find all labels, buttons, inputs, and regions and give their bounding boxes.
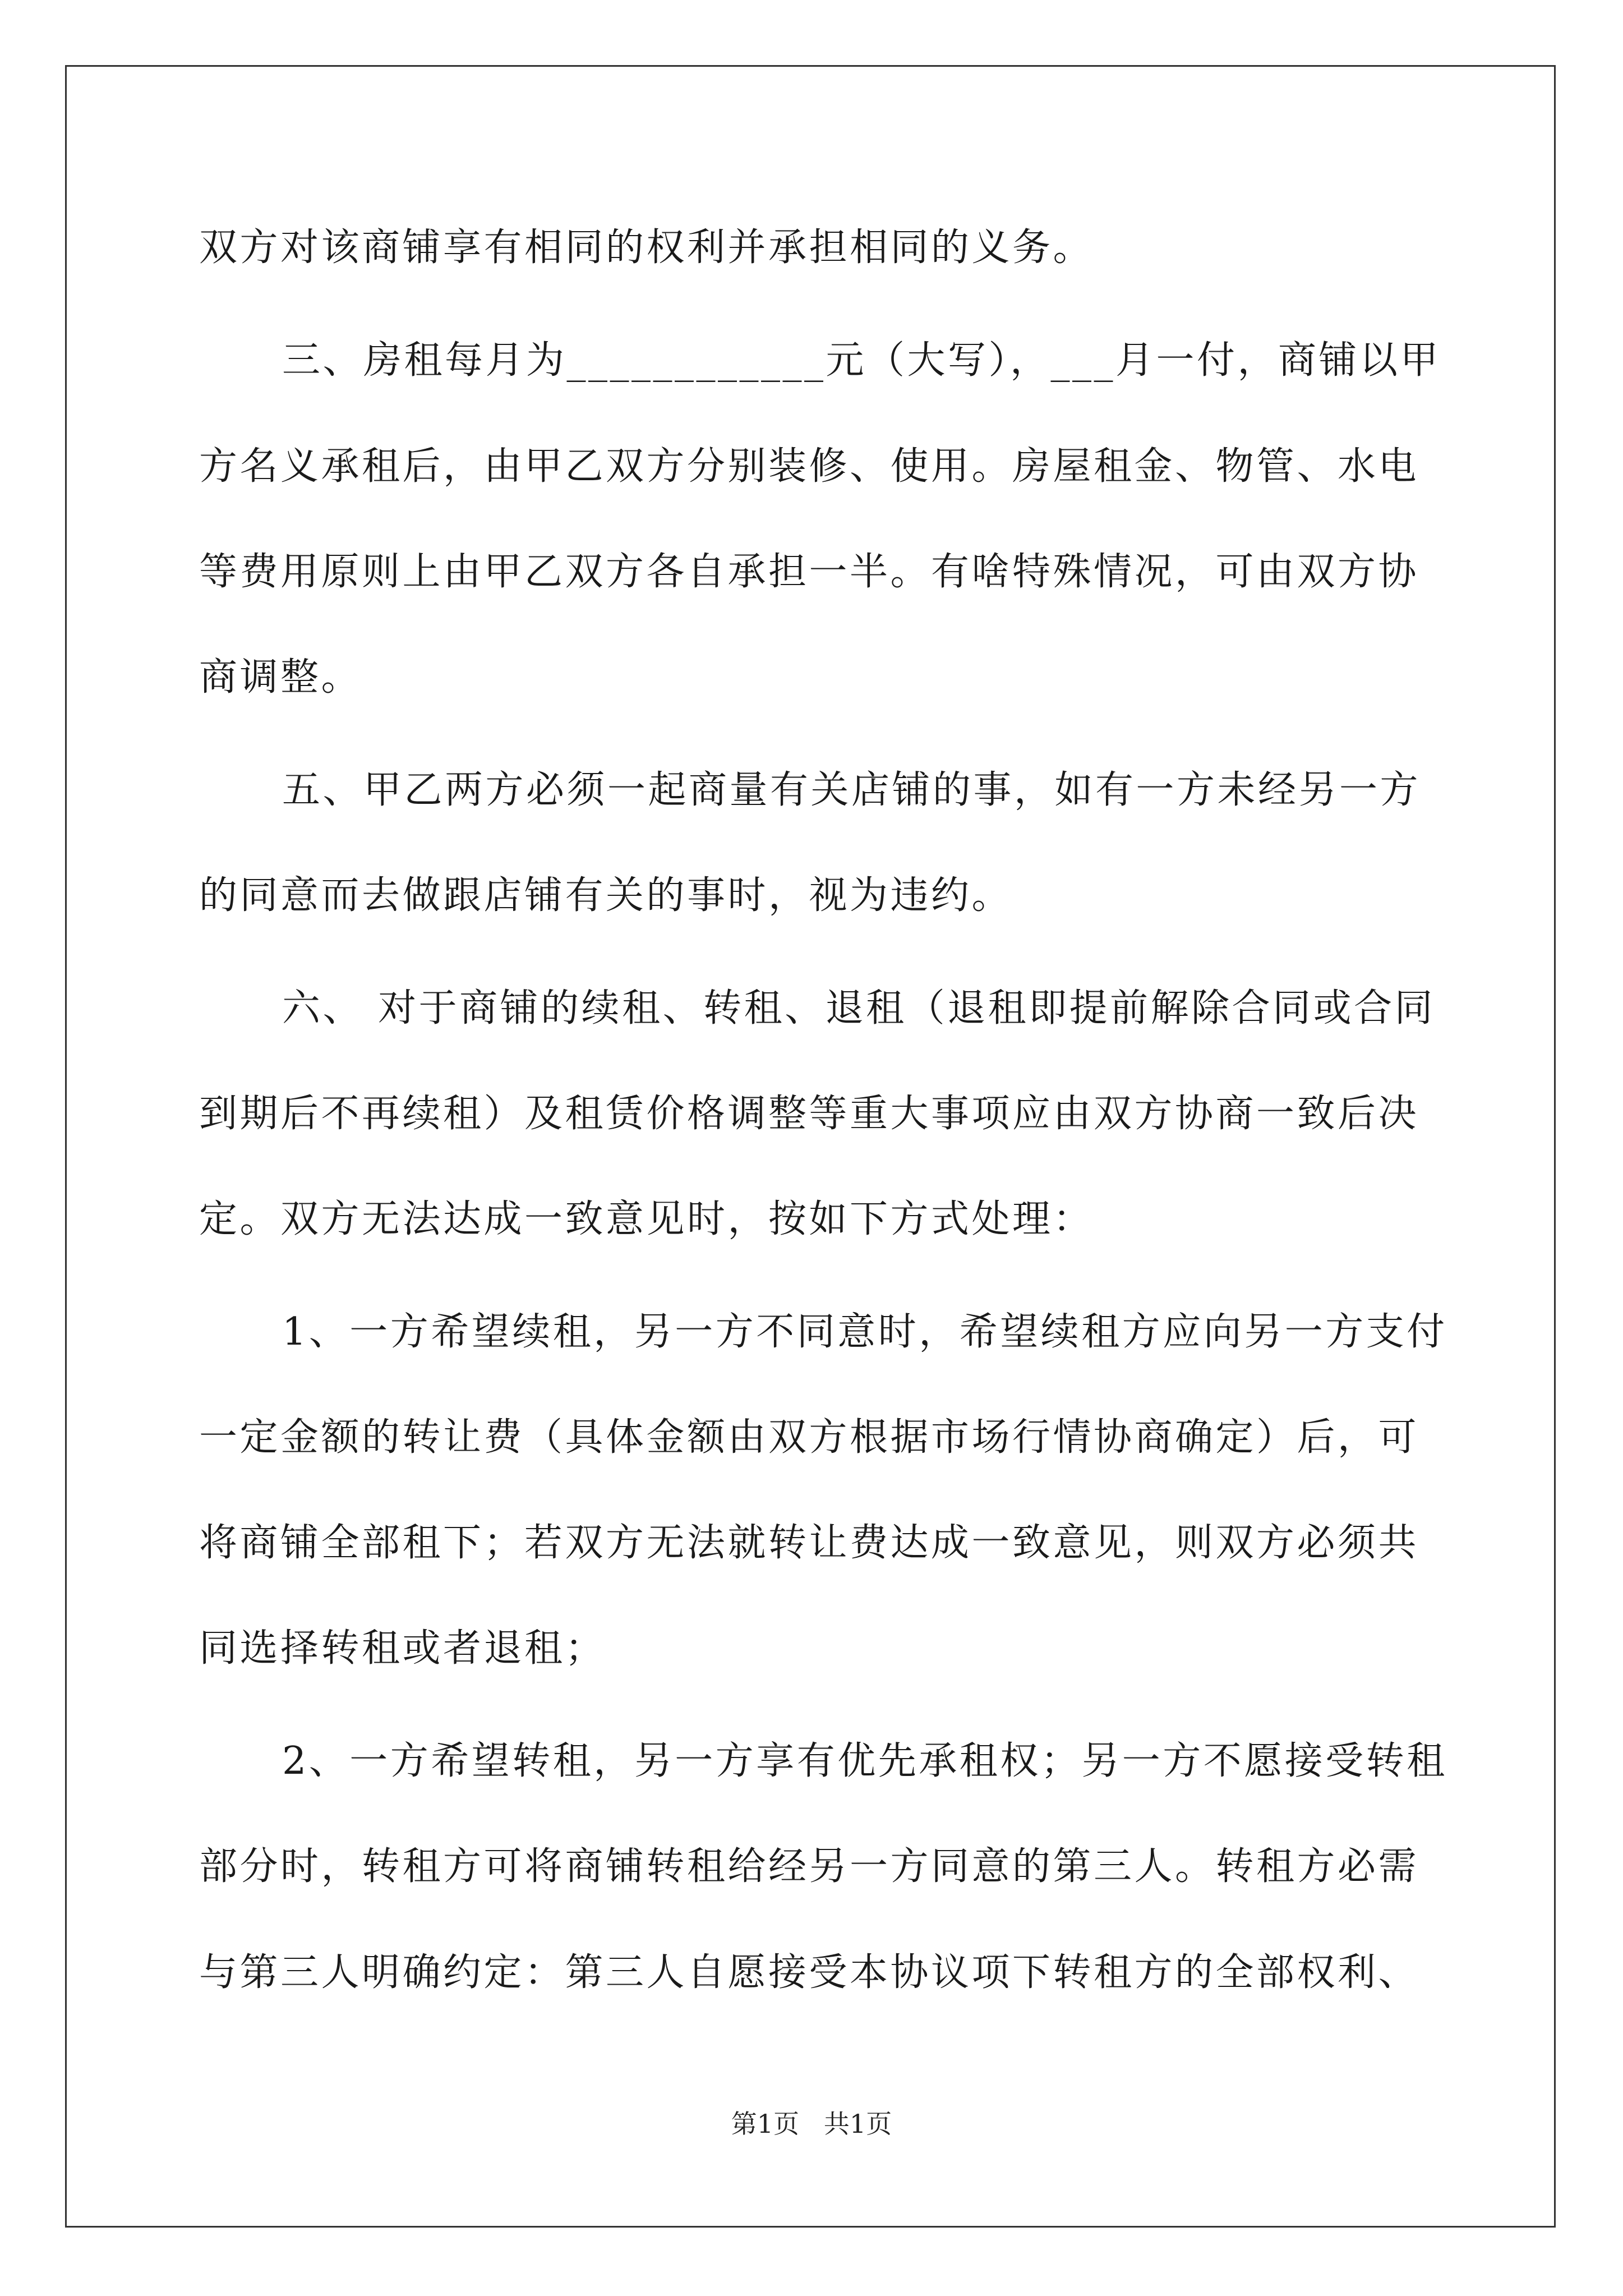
text-line-15: 2、一方希望转租，另一方享有优先承租权；另一方不愿接受转租 — [282, 1739, 1447, 1783]
text-line-5: 商调整。 — [199, 655, 362, 700]
text-line-9: 到期后不再续租）及租赁价格调整等重大事项应由双方协商一致后决 — [199, 1092, 1419, 1136]
text-line-13: 将商铺全部租下；若双方无法就转让费达成一致意见，则双方必须共 — [199, 1521, 1419, 1565]
page-number-footer: 第1页 共1页 — [731, 2109, 892, 2139]
text-line-10: 定。双方无法达成一致意见时，按如下方式处理： — [199, 1197, 1094, 1241]
text-line-2: 三、房租每月为____________元（大写），___月一付，商铺以甲 — [282, 338, 1441, 383]
text-line-6: 五、甲乙两方必须一起商量有关店铺的事，如有一方未经另一方 — [282, 768, 1421, 812]
text-line-8: 六、 对于商铺的续租、转租、退租（退租即提前解除合同或合同 — [282, 986, 1436, 1030]
text-line-11: 1、一方希望续租，另一方不同意时，希望续租方应向另一方支付 — [282, 1310, 1447, 1354]
text-line-16: 部分时，转租方可将商铺转租给经另一方同意的第三人。转租方必需 — [199, 1844, 1419, 1889]
text-line-4: 等费用原则上由甲乙双方各自承担一半。有啥特殊情况，可由双方协 — [199, 550, 1419, 594]
text-line-7: 的同意而去做跟店铺有关的事时，视为违约。 — [199, 873, 1013, 918]
page-border — [65, 65, 1556, 2228]
text-line-1: 双方对该商铺享有相同的权利并承担相同的义务。 — [199, 226, 1094, 270]
text-line-12: 一定金额的转让费（具体金额由双方根据市场行情协商确定）后，可 — [199, 1415, 1419, 1460]
text-line-14: 同选择转租或者退租； — [199, 1626, 606, 1671]
text-line-3: 方名义承租后，由甲乙双方分别装修、使用。房屋租金、物管、水电 — [199, 444, 1419, 489]
text-line-17: 与第三人明确约定：第三人自愿接受本协议项下转租方的全部权利、 — [199, 1950, 1419, 1995]
